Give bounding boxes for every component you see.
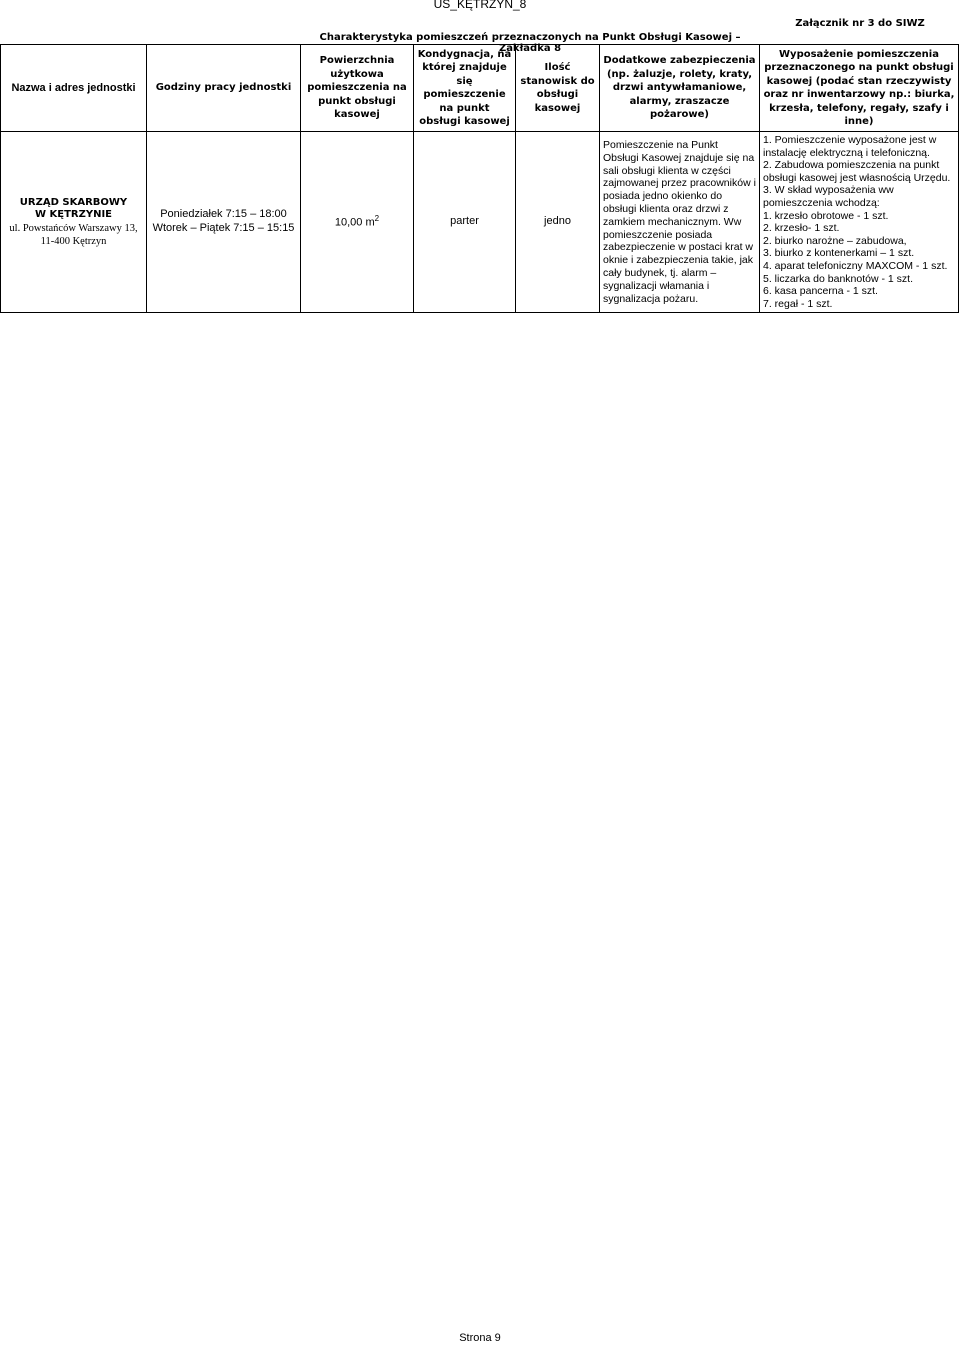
- area-cell: [301, 132, 414, 313]
- equipment-item: 5. liczarka do banknotów - 1 szt.: [763, 272, 913, 285]
- page-number: Strona 9: [459, 1332, 501, 1344]
- equipment-item: 2. biurko narożne – zabudowa,: [763, 234, 907, 247]
- header-name: Nazwa i adres jednostki: [1, 45, 147, 132]
- header-row: [1, 45, 959, 132]
- org-name-line1: URZĄD SKARBOWY: [19, 196, 128, 208]
- annex-label: Załącznik nr 3 do SIWZ: [795, 18, 925, 29]
- hours-line1: Poniedziałek 7:15 – 18:00: [160, 208, 287, 221]
- header-security: Dodatkowe zabezpieczenia (np. żaluzje, rolety, kraty, drzwi antywłamaniowe, alarmy, zraszacze pożarowe): [600, 45, 760, 132]
- equipment-item: 6. kasa pancerna - 1 szt.: [763, 285, 878, 298]
- table-row: [1, 132, 959, 313]
- address-line2: 11-400 Kętrzyn: [40, 235, 107, 247]
- equipment-item: 1. Pomieszczenie wyposażone jest w instalację elektryczną i telefoniczną.: [763, 134, 937, 159]
- hours-cell: [147, 132, 301, 313]
- area-unit-superscript: 2: [374, 213, 380, 223]
- hours-line2: Wtorek – Piątek 7:15 – 15:15: [152, 222, 295, 235]
- unit-name-cell: [1, 132, 147, 313]
- org-name-line2: W KĘTRZYNIE: [34, 209, 113, 221]
- sheet-tab-title: US_KĘTRZYN_8: [433, 0, 527, 11]
- header-area: Powierzchnia użytkowa pomieszczenia na punkt obsługi kasowej: [301, 45, 414, 132]
- document-title: Charakterystyka pomieszczeń przeznaczonych na Punkt Obsługi Kasowej – Zakładka 8: [319, 32, 741, 54]
- area-value: 10,00 m: [334, 216, 375, 229]
- header-floor: Kondygnacja, na której znajduje się pomieszczenie na punkt obsługi kasowej: [414, 45, 516, 132]
- equipment-item: 7. regał - 1 szt.: [763, 297, 833, 310]
- equipment-item: 3. W skład wyposażenia ww pomieszczenia wchodzą:: [763, 184, 894, 209]
- equipment-item: 1. krzesło obrotowe - 1 szt.: [763, 209, 889, 222]
- premises-table: [0, 44, 959, 313]
- equipment-item: 4. aparat telefoniczny MAXCOM - 1 szt.: [763, 259, 948, 272]
- address-line1: ul. Powstańców Warszawy 13,: [9, 222, 138, 234]
- stations-cell: jedno: [516, 132, 600, 313]
- header-stations: Ilość stanowisk do obsługi kasowej: [516, 45, 600, 132]
- security-cell: Pomieszczenie na Punkt Obsługi Kasowej znajduje się na sali obsługi klienta w części zajmowanej przez pracowników i posiada jedno okienko do obsługi klienta oraz drzwi z zamkiem mechanicznym. Ww pomieszczenie posiada zabezpieczenie w postaci krat w oknie i zabezpieczenia takie, jak cały budynek, tj. alarm – sygnalizacji włamania i sygnalizacja pożaru.: [600, 132, 760, 313]
- equipment-item: 2. Zabudowa pomieszczenia na punkt obsługi kasowej jest własnością Urzędu.: [763, 159, 951, 184]
- equipment-item: 2. krzesło- 1 szt.: [763, 222, 840, 235]
- header-hours: Godziny pracy jednostki: [147, 45, 301, 132]
- equipment-cell: [760, 132, 959, 313]
- floor-cell: parter: [414, 132, 516, 313]
- header-equipment: Wyposażenie pomieszczenia przeznaczonego na punkt obsługi kasowej (podać stan rzeczywisty oraz nr inwentarzowy np.: biurka, krzesła, telefony, regały, szafy i inne): [760, 45, 959, 132]
- equipment-item: 3. biurko z kontenerkami – 1 szt.: [763, 247, 915, 260]
